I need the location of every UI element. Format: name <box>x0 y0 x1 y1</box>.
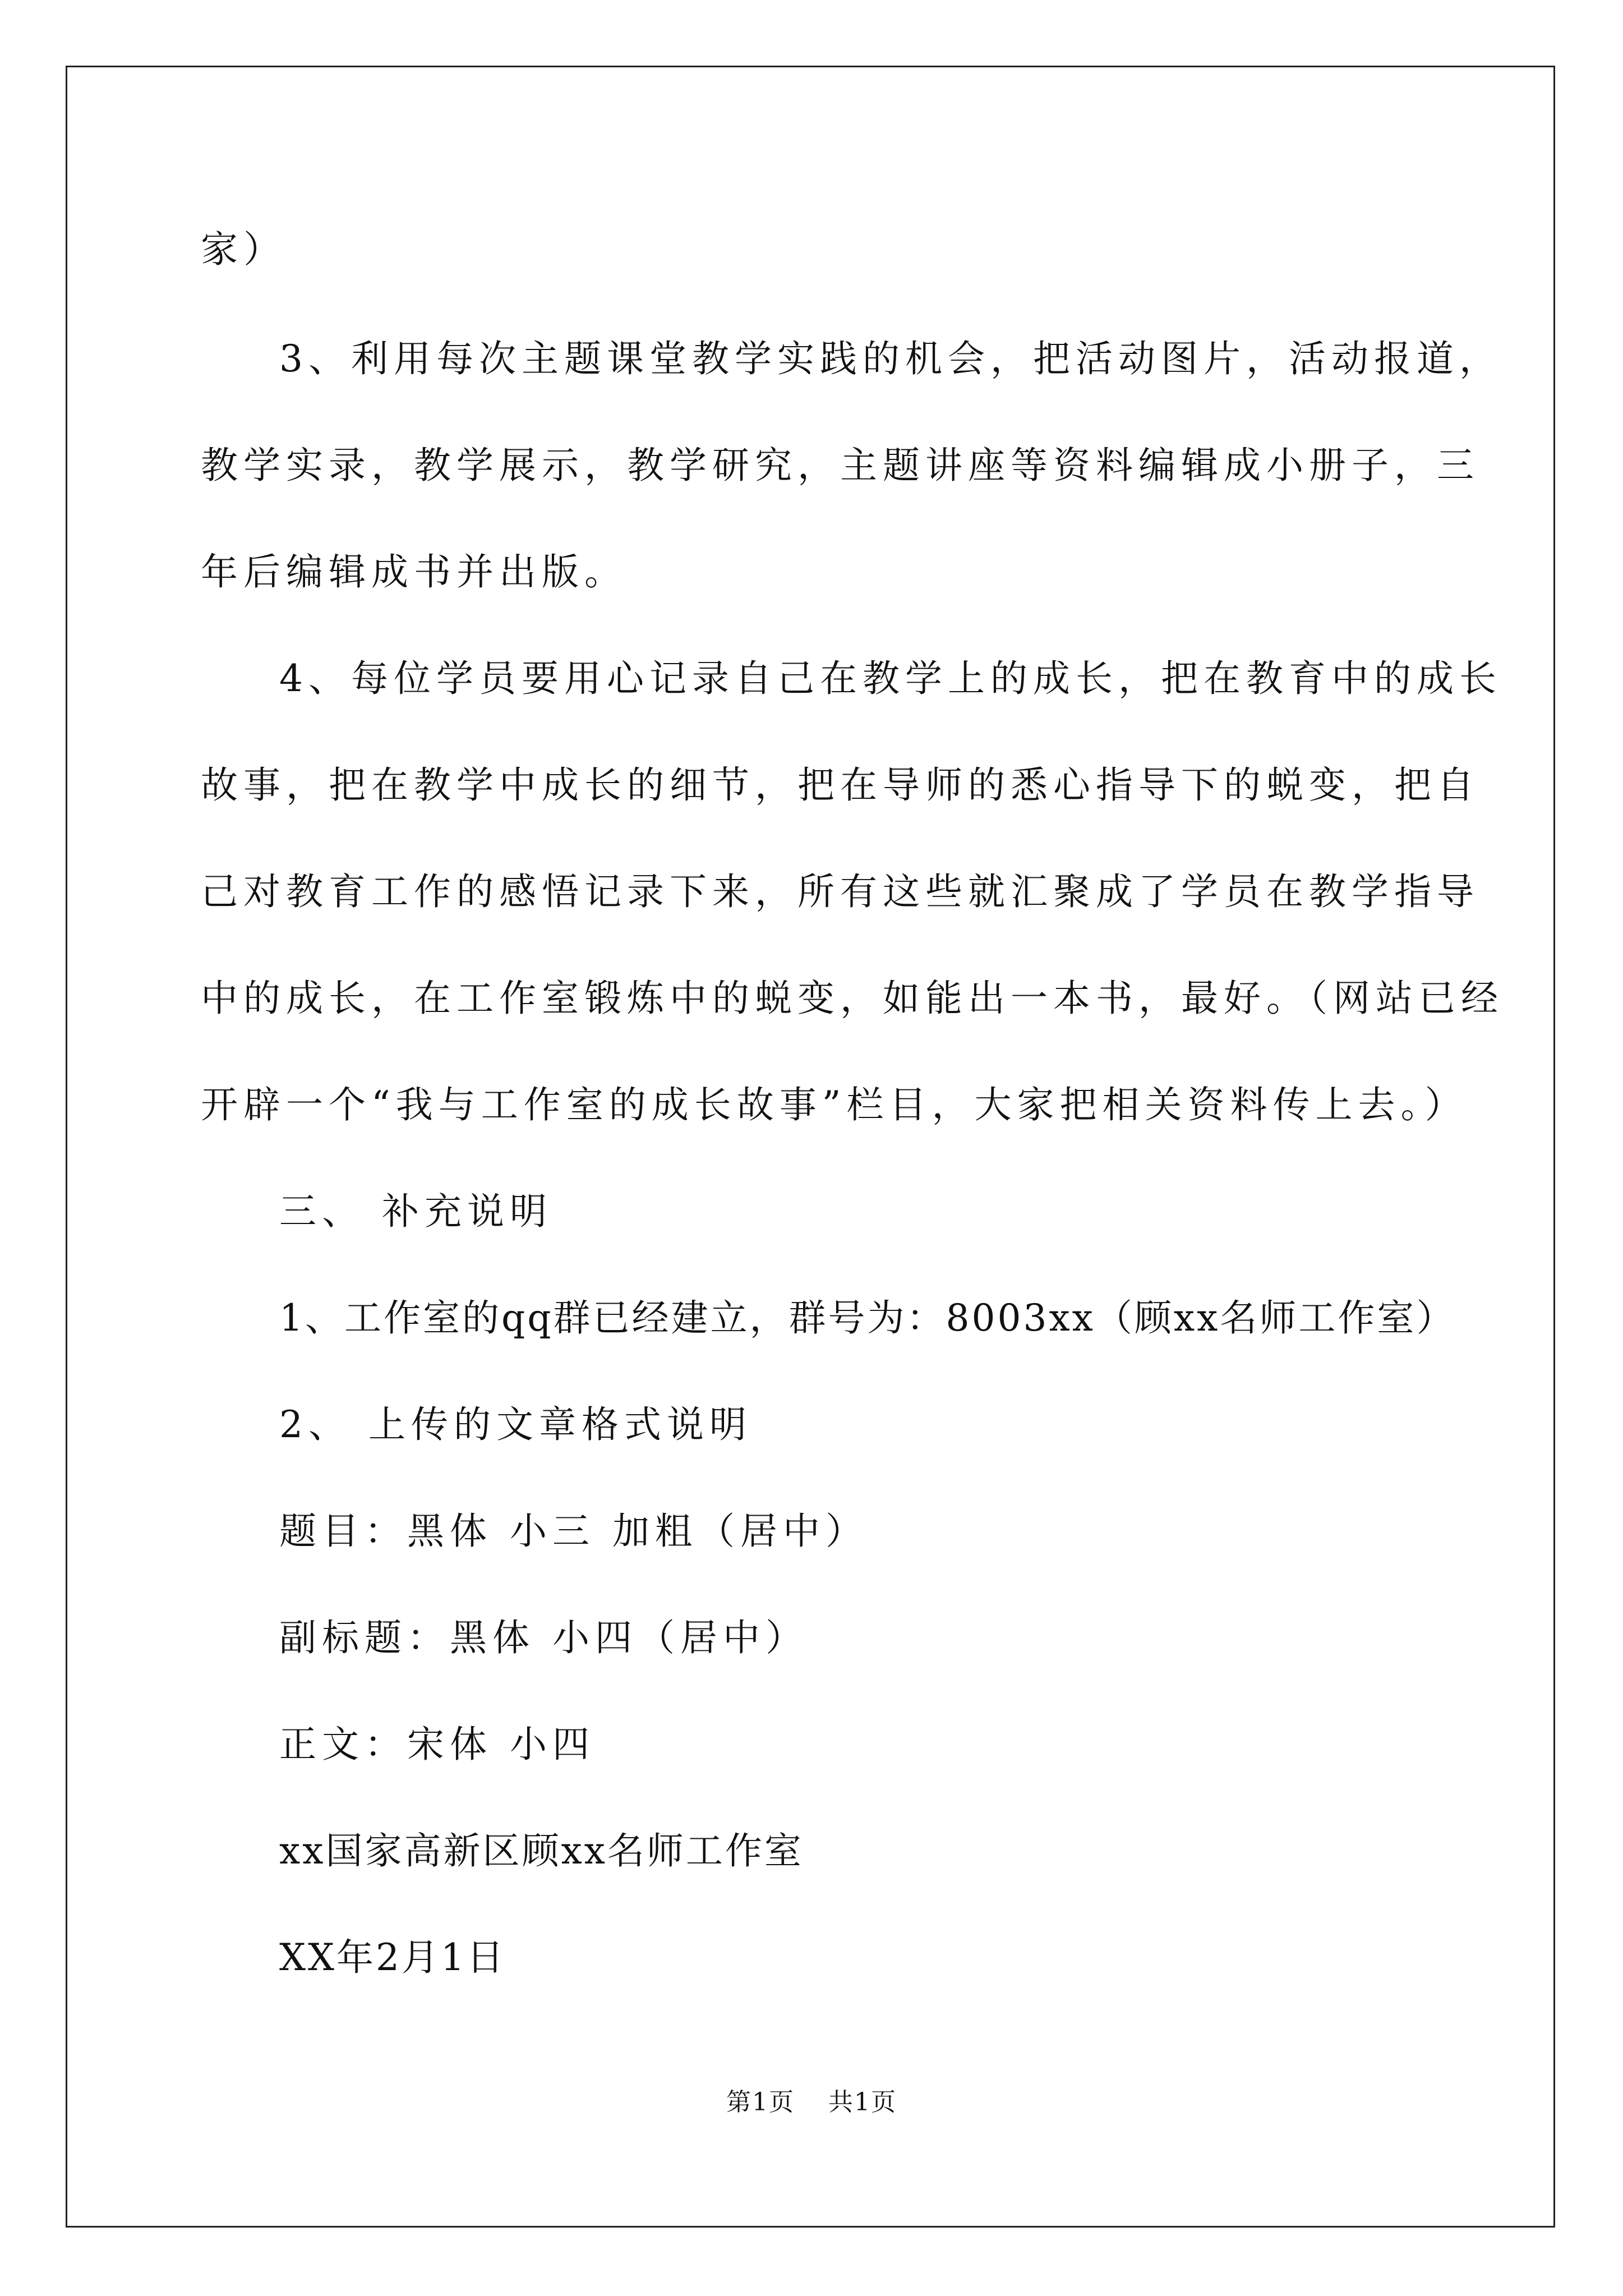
page-footer <box>0 2087 1623 2118</box>
body-line: 2、 上传的文章格式说明 <box>279 1403 752 1446</box>
body-line: 3、利用每次主题课堂教学实践的机会，把活动图片，活动报道， <box>279 337 1502 380</box>
signature-date: XX年2月1日 <box>279 1936 506 1979</box>
body-line: 中的成长，在工作室锻炼中的蜕变，如能出一本书，最好。（网站已经 <box>201 977 1504 1020</box>
format-title-line: 题目：黑体 小三 加粗（居中） <box>279 1510 868 1553</box>
page-border <box>66 66 1555 2228</box>
body-line: 开辟一个“我与工作室的成长故事”栏目，大家把相关资料传上去。） <box>201 1083 1468 1126</box>
format-body-line: 正文：宋体 小四 <box>279 1723 595 1766</box>
body-line: 己对教育工作的感悟记录下来，所有这些就汇聚成了学员在教学指导 <box>201 870 1479 913</box>
page-total: 共1页 <box>828 2088 897 2116</box>
page-number: 第1页 <box>726 2088 795 2116</box>
section-heading: 三、 补充说明 <box>279 1190 552 1233</box>
format-subtitle-line: 副标题：黑体 小四（居中） <box>279 1616 808 1659</box>
signature-org: xx国家高新区顾xx名师工作室 <box>279 1829 804 1872</box>
body-line: 4、每位学员要用心记录自己在教学上的成长，把在教育中的成长 <box>279 657 1502 700</box>
body-line: 家） <box>201 228 286 271</box>
body-line: 教学实录，教学展示，教学研究，主题讲座等资料编辑成小册子，三 <box>201 444 1479 487</box>
body-line: 1、工作室的qq群已经建立，群号为：8003xx（顾xx名师工作室） <box>279 1296 1456 1340</box>
body-line: 故事，把在教学中成长的细节，把在导师的悉心指导下的蜕变，把自 <box>201 763 1479 807</box>
body-line: 年后编辑成书并出版。 <box>201 550 627 593</box>
